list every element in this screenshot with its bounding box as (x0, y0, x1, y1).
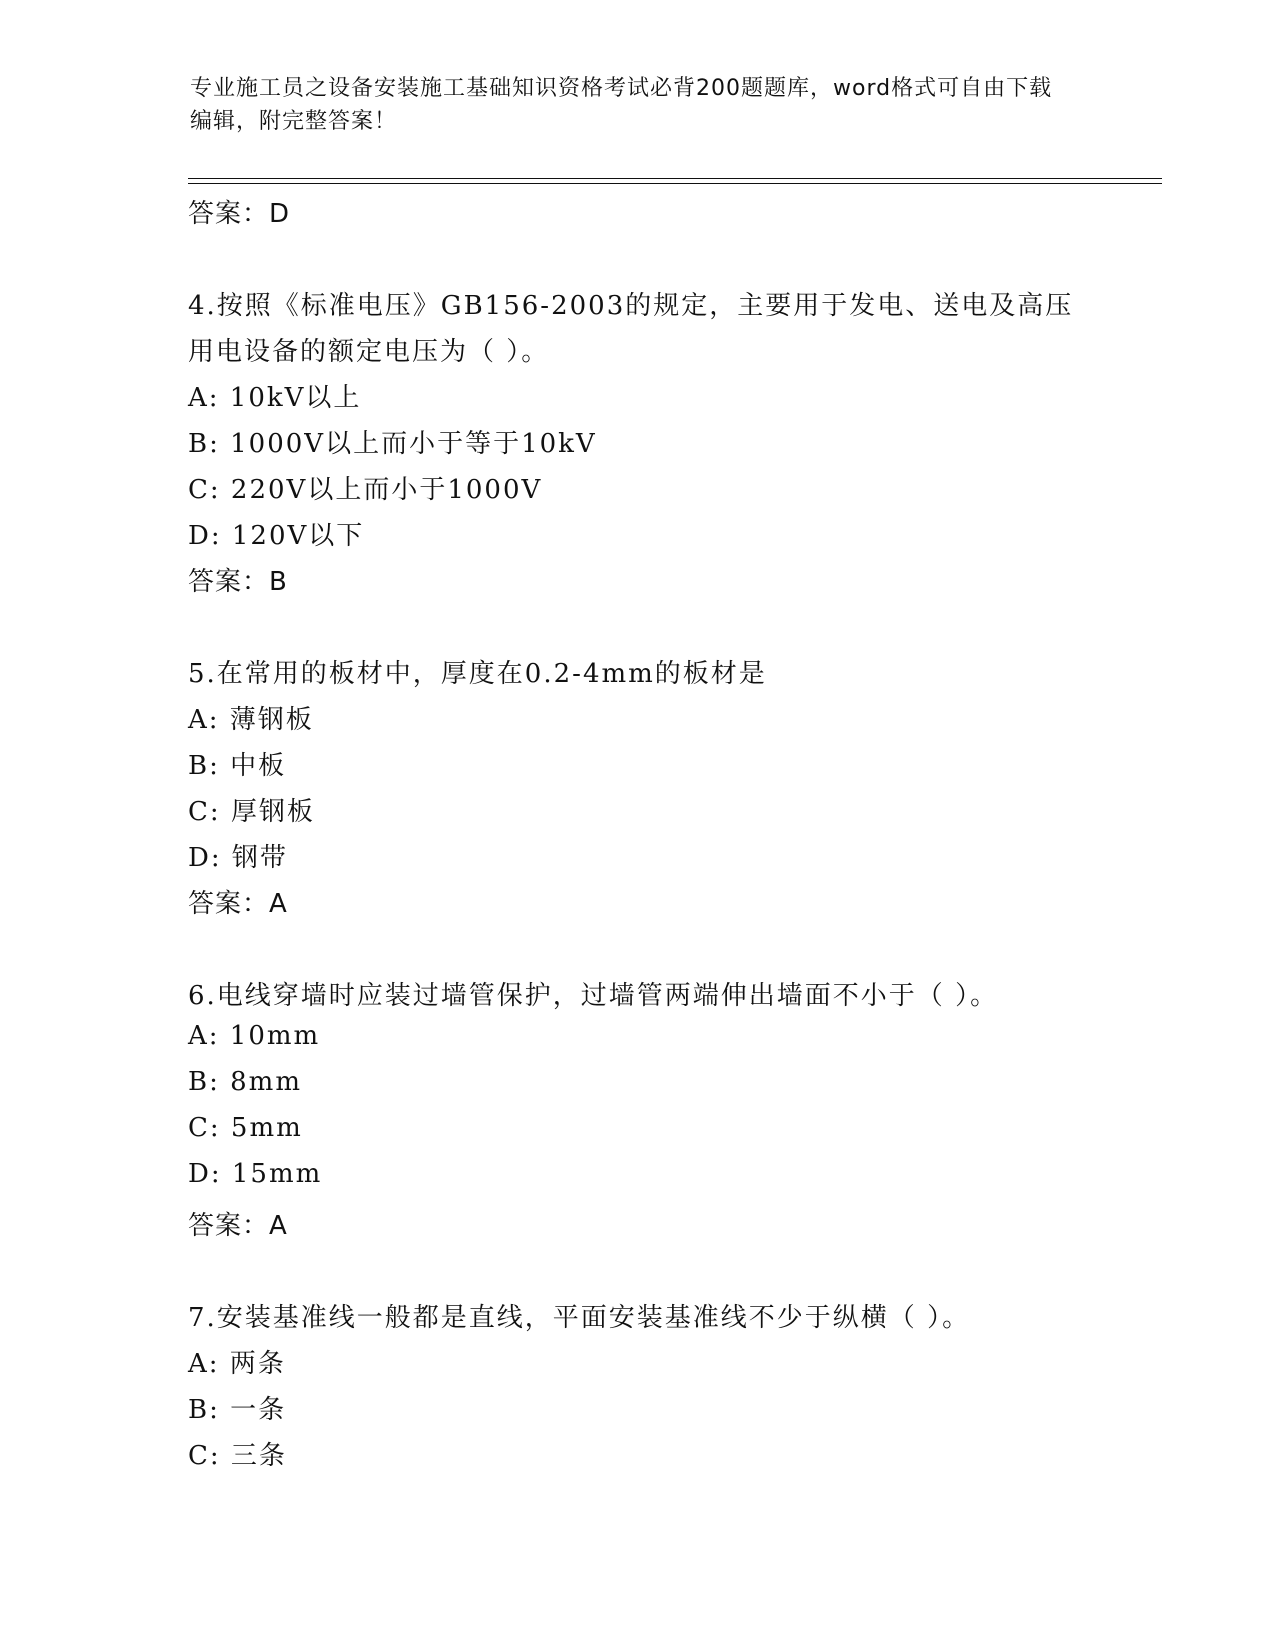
question-4-option-a: A: 10kV以上 (188, 383, 362, 413)
question-7-option-b: B: 一条 (188, 1395, 287, 1425)
question-7-option-c: C: 三条 (188, 1441, 287, 1471)
question-4-option-d: D: 120V以下 (188, 521, 365, 551)
question-6-option-b: B: 8mm (188, 1067, 302, 1097)
question-7-option-a: A: 两条 (188, 1349, 286, 1379)
question-4-stem-line2: 用电设备的额定电压为（ ）。 (188, 337, 550, 367)
question-5-stem-line1: 5.在常用的板材中，厚度在0.2-4mm的板材是 (188, 659, 767, 689)
header-rule-top (188, 178, 1162, 179)
question-4-stem-line1: 4.按照《标准电压》GB156-2003的规定，主要用于发电、送电及高压 (188, 291, 1074, 321)
question-5-option-a: A: 薄钢板 (188, 705, 314, 735)
question-5-option-c: C: 厚钢板 (188, 797, 315, 827)
question-6-answer: 答案：A (188, 1211, 288, 1241)
question-5-option-d: D: 钢带 (188, 843, 288, 873)
question-6-option-c: C: 5mm (188, 1113, 303, 1143)
question-4-option-b: B: 1000V以上而小于等于10kV (188, 429, 597, 459)
question-7-stem-line1: 7.安装基准线一般都是直线，平面安装基准线不少于纵横（ ）。 (188, 1303, 971, 1333)
page-header: 专业施工员之设备安装施工基础知识资格考试必背200题题库，word格式可自由下载编辑，附完整答案！ (190, 76, 1053, 134)
question-6-stem-line1: 6.电线穿墙时应装过墙管保护，过墙管两端伸出墙面不小于（ ）。 (188, 981, 999, 1011)
question-5-answer: 答案：A (188, 889, 288, 919)
question-5-option-b: B: 中板 (188, 751, 287, 781)
answer-prev: 答案：D (188, 199, 291, 229)
question-4-option-c: C: 220V以上而小于1000V (188, 475, 543, 505)
question-6-option-d: D: 15mm (188, 1159, 323, 1189)
question-4-answer: 答案：B (188, 567, 288, 597)
question-6-option-a: A: 10mm (188, 1021, 321, 1051)
header-rule-bottom (188, 183, 1162, 184)
